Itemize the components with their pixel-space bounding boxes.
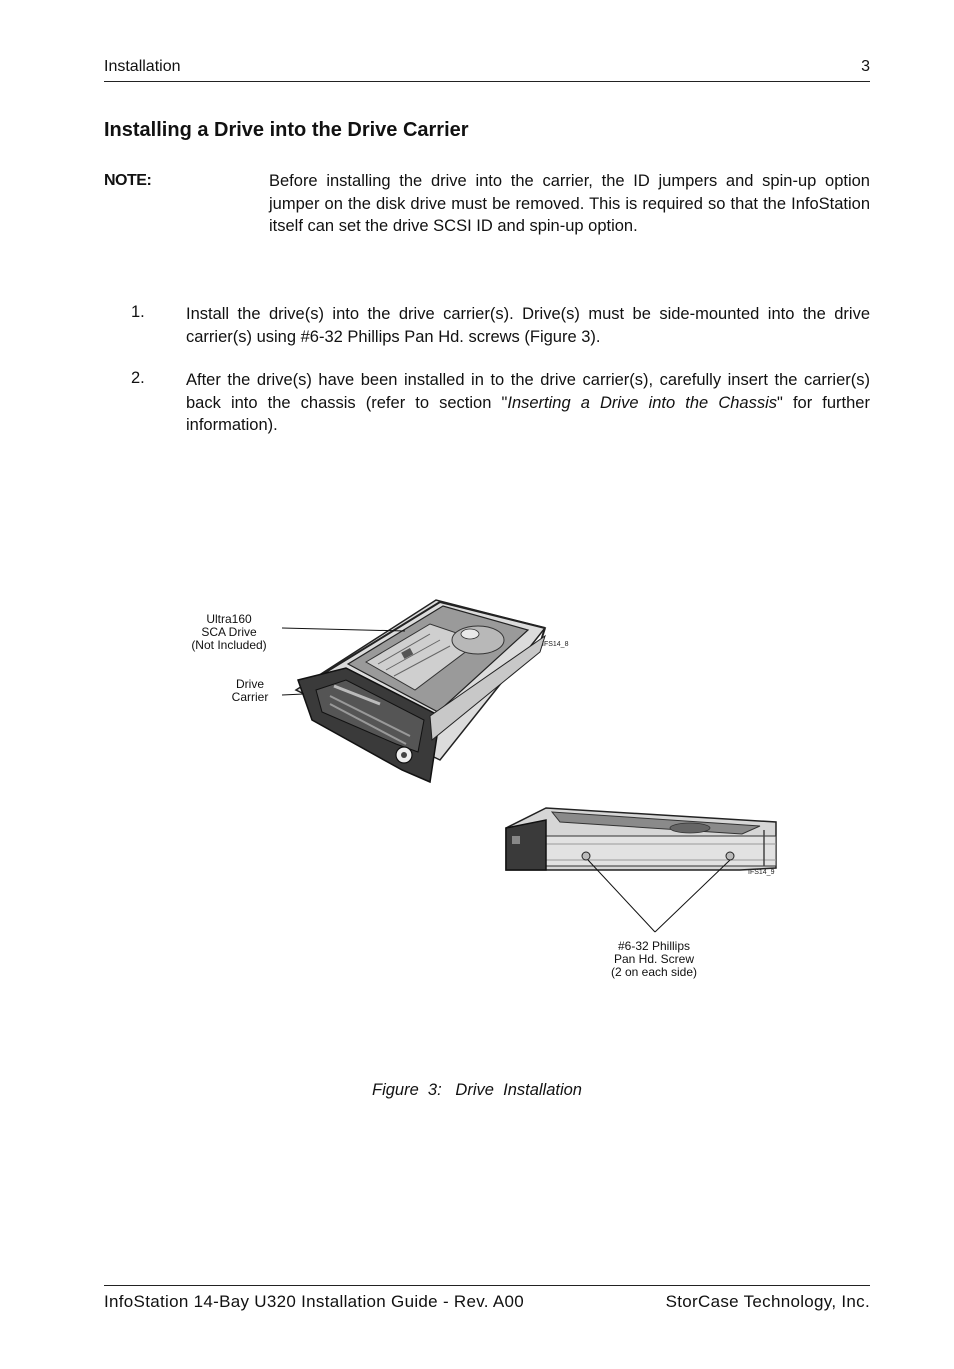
callout-screw-line-3: (2 on each side)	[610, 965, 698, 979]
footer-company: StorCase Technology, Inc.	[665, 1292, 870, 1311]
callout-screw	[594, 940, 714, 979]
step-2-text-after: " for further information).	[186, 393, 870, 434]
footer-document-title: InfoStation 14-Bay U320 Installation Guide - Rev. A00	[104, 1292, 525, 1311]
leader-line-drive	[282, 628, 405, 631]
callout-drive	[180, 613, 278, 652]
page-number: 3	[861, 58, 870, 75]
callout-screw-line-1: #6-32 Phillips	[617, 939, 691, 953]
leader-line-screw-left	[588, 860, 655, 932]
leader-line-carrier	[282, 694, 304, 695]
note-text: Before installing the drive into the carrier, the ID jumpers and spin-up option jumper on the disk drive must be removed. This is required so that the InfoStation itself can set the drive SCSI ID and spin-up option.	[269, 172, 870, 235]
step-2-number: 2.	[131, 369, 145, 387]
carrier-side-illustration	[506, 808, 776, 870]
callout-drive-line-1: Ultra160	[206, 612, 252, 626]
running-header-section: Installation	[104, 58, 181, 75]
leader-line-screw-right	[655, 860, 730, 932]
figure-tag-top: IFS14_8	[542, 641, 569, 648]
footer-rule	[104, 1285, 870, 1286]
callout-carrier	[215, 678, 285, 704]
callout-carrier-line-1: Drive	[235, 677, 264, 691]
callout-drive-line-3: (Not Included)	[191, 638, 267, 652]
callout-carrier-line-2: Carrier	[231, 690, 269, 704]
drive-in-carrier-illustration	[296, 600, 545, 782]
figure-tag-bottom: IFS14_9	[748, 869, 775, 876]
note-label: NOTE:	[104, 172, 152, 189]
section-title: Installing a Drive into the Drive Carrier	[104, 119, 469, 141]
step-1-text: Install the drive(s) into the drive carrier(s). Drive(s) must be side-mounted into the drive carrier(s) using #6-32 Phillips Pan Hd. screws (Figure 3).	[186, 305, 870, 346]
step-2-section-ref: Inserting a Drive into the Chassis	[507, 393, 777, 412]
step-2-text-before: After the drive(s) have been installed in to the drive carrier(s), carefully insert the carrier(s) back into the chassis (refer to section "	[186, 371, 870, 412]
callout-drive-line-2: SCA Drive	[201, 625, 257, 639]
figure-caption: Figure 3: Drive Installation	[371, 1081, 582, 1099]
callout-screw-line-2: Pan Hd. Screw	[613, 952, 695, 966]
step-1-number: 1.	[131, 303, 145, 321]
